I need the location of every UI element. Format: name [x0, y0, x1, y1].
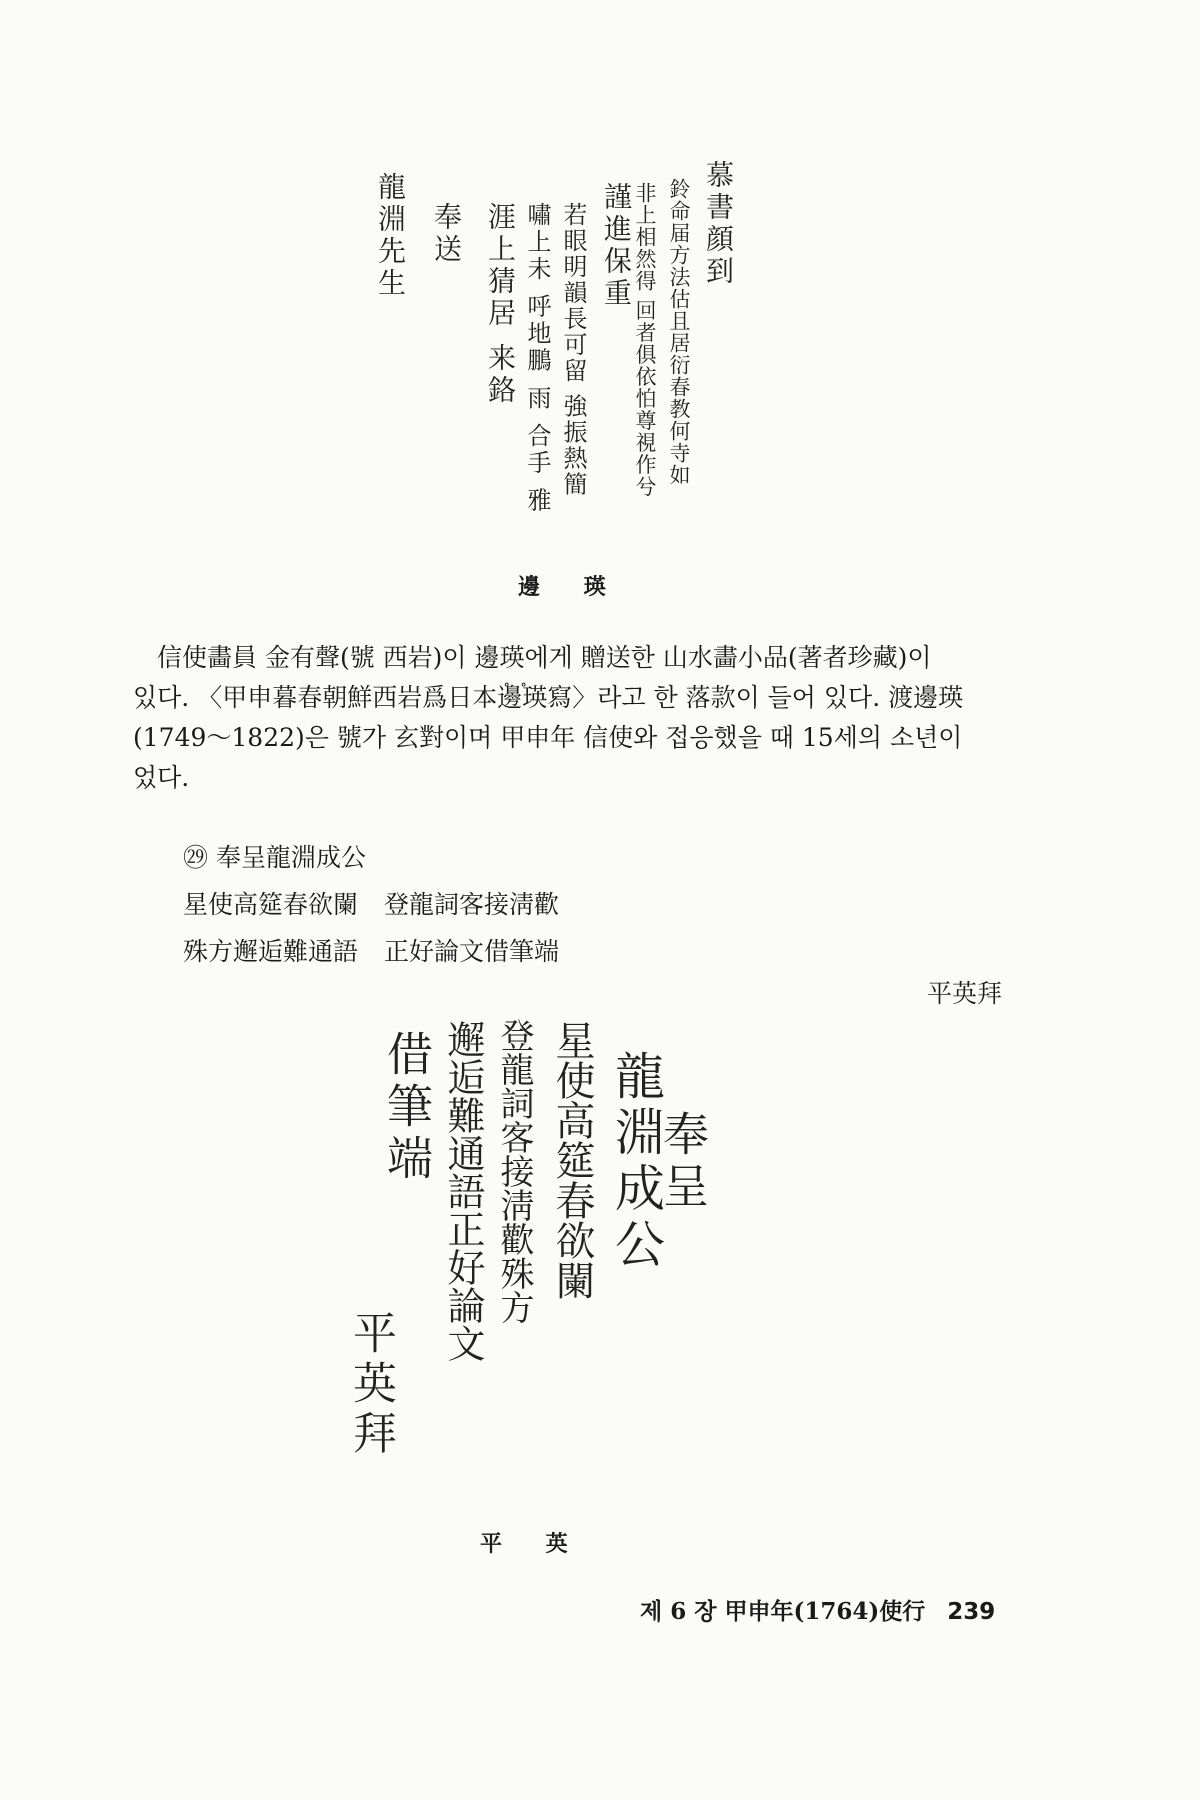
paragraph-text: 寫〉라고 한 落款이 들어 있다. 渡邊瑛 [547, 683, 964, 712]
paragraph-line: 信使畵員 金有聲(號 西岩)이 邊瑛에게 贈送한 山水畵小品(著者珍藏)이 [157, 643, 932, 672]
chapter-title: 제 6 장 甲申年(1764)使行 [640, 1598, 926, 1625]
poem-line [183, 885, 559, 921]
paragraph-line: (1749～1822)은 號가 玄對이며 甲申年 信使와 접응했을 때 15세의 소년이 [133, 723, 963, 752]
calligraphy-column: 借筆端 [380, 1030, 434, 1186]
paragraph-line: 었다. [133, 763, 190, 792]
calligraphy-image-top [360, 160, 735, 560]
poem-hemistich: 殊方邂逅難通語 [183, 937, 359, 966]
page-footer [640, 1593, 995, 1626]
body-paragraph [133, 638, 1013, 798]
calligraphy-column: 登龍詞客接淸歡殊方 [494, 1018, 534, 1324]
poem-hemistich: 星使高筵春欲闌 [183, 890, 359, 919]
image-caption-top: 邊 瑛 [518, 574, 624, 600]
calligraphy-column: 奉呈 [656, 1110, 710, 1214]
paragraph-line [133, 678, 1013, 718]
calligraphy-column: 非上相然得 回者俱依怕尊視作兮 [633, 182, 657, 498]
calligraphy-column: 嘯上未 呼地鵬 雨 合手 雅 [523, 202, 551, 515]
calligraphy-column: 奉送 [430, 202, 463, 266]
image-caption-bottom: 平 英 [480, 1531, 586, 1557]
calligraphy-column: 龍淵成公 [607, 1050, 665, 1274]
poem-hemistich: 正好論文借筆端 [384, 937, 560, 966]
calligraphy-column: 涯上猜居 来鉻 [484, 202, 517, 407]
page-number: 239 [947, 1599, 996, 1625]
calligraphy-column: 鈴命届方法估且居衍春教何寺如 [667, 178, 691, 486]
poem-title: ㉙ 奉呈龍淵成公 [183, 843, 366, 872]
poem-hemistich: 登龍詞客接淸歡 [384, 890, 560, 919]
calligraphy-column: 龍淵先生 [374, 172, 407, 300]
calligraphy-column: 邂逅難通語正好論文 [441, 1020, 485, 1362]
paragraph-text: 있다. 〈甲申暮春朝鮮西岩爲日本 [133, 683, 498, 712]
poem-signature: 平英拜 [926, 979, 1002, 1008]
calligraphy-column: 謹進保重 [600, 182, 633, 310]
emphasis-dots-text: ∘∘ 邊瑛 [497, 683, 547, 712]
poem-line [183, 932, 559, 968]
calligraphy-image-bottom [320, 1010, 740, 1500]
calligraphy-column: 平英拜 [345, 1310, 396, 1460]
calligraphy-column: 慕書顔到 [702, 160, 735, 288]
calligraphy-column: 若眼明韻長可留 強振熱簡 [559, 202, 587, 498]
calligraphy-column: 星使高筵春欲闌 [549, 1020, 595, 1300]
